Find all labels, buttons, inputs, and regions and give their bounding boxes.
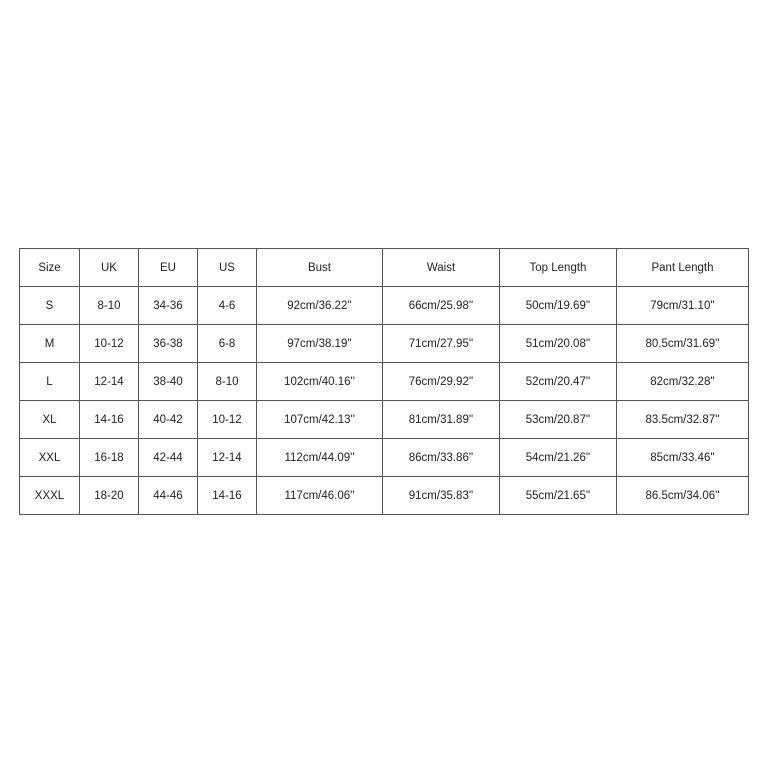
table-cell: L	[20, 363, 80, 401]
header-cell-pant-length: Pant Length	[617, 249, 749, 287]
table-cell: 71cm/27.95''	[383, 325, 500, 363]
table-cell: 42-44	[139, 439, 198, 477]
table-cell: 8-10	[80, 287, 139, 325]
size-chart-table	[19, 248, 749, 515]
table-cell: 52cm/20.47''	[500, 363, 617, 401]
header-cell-uk: UK	[80, 249, 139, 287]
table-cell: 81cm/31.89''	[383, 401, 500, 439]
table-cell: 10-12	[198, 401, 257, 439]
table-header-row	[20, 249, 749, 287]
table-cell: 117cm/46.06''	[257, 477, 383, 515]
table-row	[20, 325, 749, 363]
table-cell: 83.5cm/32.87''	[617, 401, 749, 439]
table-cell: 8-10	[198, 363, 257, 401]
header-cell-eu: EU	[139, 249, 198, 287]
header-cell-us: US	[198, 249, 257, 287]
table-cell: 80.5cm/31.69''	[617, 325, 749, 363]
table-cell: 44-46	[139, 477, 198, 515]
table-cell: 92cm/36.22''	[257, 287, 383, 325]
table-cell: 91cm/35.83''	[383, 477, 500, 515]
table-cell: 14-16	[198, 477, 257, 515]
header-cell-top-length: Top Length	[500, 249, 617, 287]
table-cell: 112cm/44.09''	[257, 439, 383, 477]
header-cell-bust: Bust	[257, 249, 383, 287]
table-cell: 50cm/19.69''	[500, 287, 617, 325]
table-cell: 86cm/33.86''	[383, 439, 500, 477]
table-cell: 6-8	[198, 325, 257, 363]
table-cell: 40-42	[139, 401, 198, 439]
table-cell: XXL	[20, 439, 80, 477]
table-row	[20, 287, 749, 325]
table-cell: 34-36	[139, 287, 198, 325]
table-cell: 66cm/25.98''	[383, 287, 500, 325]
table-cell: 51cm/20.08''	[500, 325, 617, 363]
table-row	[20, 363, 749, 401]
table-cell: XL	[20, 401, 80, 439]
table-cell: 97cm/38.19''	[257, 325, 383, 363]
table-cell: 53cm/20.87''	[500, 401, 617, 439]
table-cell: 4-6	[198, 287, 257, 325]
table-row	[20, 439, 749, 477]
table-cell: 16-18	[80, 439, 139, 477]
header-cell-waist: Waist	[383, 249, 500, 287]
table-cell: 55cm/21.65''	[500, 477, 617, 515]
table-cell: 10-12	[80, 325, 139, 363]
header-cell-size: Size	[20, 249, 80, 287]
table-cell: S	[20, 287, 80, 325]
table-cell: 82cm/32.28''	[617, 363, 749, 401]
table-cell: 85cm/33.46''	[617, 439, 749, 477]
table-cell: 102cm/40.16''	[257, 363, 383, 401]
table-cell: 18-20	[80, 477, 139, 515]
table-cell: 14-16	[80, 401, 139, 439]
table-cell: 107cm/42.13''	[257, 401, 383, 439]
table-cell: 38-40	[139, 363, 198, 401]
table-cell: M	[20, 325, 80, 363]
table-row	[20, 401, 749, 439]
table-cell: 12-14	[80, 363, 139, 401]
table-cell: 54cm/21.26''	[500, 439, 617, 477]
table-cell: 12-14	[198, 439, 257, 477]
table-cell: XXXL	[20, 477, 80, 515]
table-cell: 79cm/31.10''	[617, 287, 749, 325]
table-cell: 76cm/29.92''	[383, 363, 500, 401]
table-cell: 36-38	[139, 325, 198, 363]
table-cell: 86.5cm/34.06''	[617, 477, 749, 515]
table-row	[20, 477, 749, 515]
